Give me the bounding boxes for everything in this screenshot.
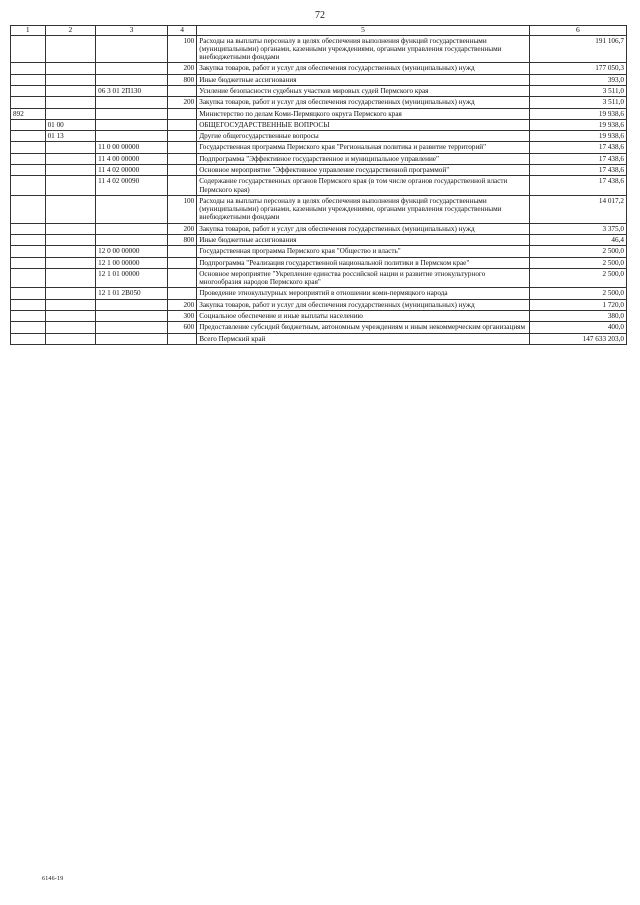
table-row — [11, 35, 627, 63]
table-row — [11, 153, 627, 164]
expense-type-cell: 200 — [167, 299, 196, 310]
amount-cell: 19 938,6 — [529, 131, 626, 142]
chapter-code-cell — [45, 246, 96, 257]
description-cell: Иные бюджетные ассигнования — [197, 234, 530, 245]
table-row — [11, 63, 627, 74]
section-code-cell — [11, 257, 46, 268]
description-cell: Иные бюджетные ассигнования — [197, 74, 530, 85]
expense-type-cell — [167, 288, 196, 299]
chapter-code-cell — [45, 74, 96, 85]
amount-cell: 3 511,0 — [529, 86, 626, 97]
amount-cell: 3 511,0 — [529, 97, 626, 108]
description-cell: Расходы на выплаты персоналу в целях обеспечения выполнения функций государственными (муниципальными) органами, казенными учреждениями, органами управления государственными внебюджетными фондами — [197, 195, 530, 223]
expense-type-cell — [167, 86, 196, 97]
section-code-cell — [11, 268, 46, 288]
target-article-cell: 12 0 00 00000 — [96, 246, 168, 257]
description-cell: Основное мероприятие "Укрепление единства российской нации и развитие этнокультурного многообразия народов Пермского края" — [197, 268, 530, 288]
header-cell: 1 — [11, 26, 46, 36]
description-cell: Закупка товаров, работ и услуг для обеспечения государственных (муниципальных) нужд — [197, 97, 530, 108]
chapter-code-cell — [45, 165, 96, 176]
table-row — [11, 288, 627, 299]
amount-cell: 2 500,0 — [529, 246, 626, 257]
expense-type-cell — [167, 268, 196, 288]
table-row — [11, 310, 627, 321]
target-article-cell — [96, 333, 168, 344]
amount-cell: 17 438,6 — [529, 142, 626, 153]
description-cell: Другие общегосударственные вопросы — [197, 131, 530, 142]
amount-cell: 19 938,6 — [529, 108, 626, 119]
description-cell: Расходы на выплаты персоналу в целях обеспечения выполнения функций государственными (муниципальными) органами, казенными учреждениями, органами управления государственными внебюджетными фондами — [197, 35, 530, 63]
amount-cell: 3 375,0 — [529, 223, 626, 234]
table-row — [11, 195, 627, 223]
target-article-cell — [96, 299, 168, 310]
description-cell: Подпрограмма "Эффективное государственное и муниципальное управление" — [197, 153, 530, 164]
amount-cell: 1 720,0 — [529, 299, 626, 310]
expense-type-cell — [167, 257, 196, 268]
section-code-cell — [11, 142, 46, 153]
expense-type-cell: 200 — [167, 97, 196, 108]
amount-cell: 400,0 — [529, 322, 626, 333]
amount-cell: 2 500,0 — [529, 268, 626, 288]
description-cell: ОБЩЕГОСУДАРСТВЕННЫЕ ВОПРОСЫ — [197, 119, 530, 130]
section-code-cell — [11, 63, 46, 74]
description-cell: Предоставление субсидий бюджетным, автономным учреждениям и иным некоммерческим организациям — [197, 322, 530, 333]
table-body — [11, 35, 627, 344]
table-row — [11, 333, 627, 344]
page-number: 72 — [315, 10, 325, 21]
amount-cell: 14 017,2 — [529, 195, 626, 223]
table-header — [11, 26, 627, 36]
section-code-cell — [11, 153, 46, 164]
expense-type-cell — [167, 142, 196, 153]
chapter-code-cell — [45, 142, 96, 153]
chapter-code-cell — [45, 195, 96, 223]
target-article-cell — [96, 223, 168, 234]
table-row — [11, 246, 627, 257]
target-article-cell: 12 1 01 2В050 — [96, 288, 168, 299]
section-code-cell — [11, 234, 46, 245]
table-row — [11, 108, 627, 119]
section-code-cell — [11, 97, 46, 108]
table-row — [11, 322, 627, 333]
target-article-cell: 11 4 00 00000 — [96, 153, 168, 164]
chapter-code-cell — [45, 234, 96, 245]
chapter-code-cell — [45, 176, 96, 196]
chapter-code-cell — [45, 322, 96, 333]
chapter-code-cell — [45, 108, 96, 119]
section-code-cell — [11, 288, 46, 299]
description-cell: Социальное обеспечение и иные выплаты населению — [197, 310, 530, 321]
amount-cell: 2 500,0 — [529, 288, 626, 299]
target-article-cell — [96, 234, 168, 245]
table-row — [11, 142, 627, 153]
expense-type-cell — [167, 165, 196, 176]
amount-cell: 17 438,6 — [529, 176, 626, 196]
chapter-code-cell — [45, 288, 96, 299]
target-article-cell — [96, 195, 168, 223]
expense-type-cell — [167, 333, 196, 344]
section-code-cell — [11, 246, 46, 257]
expense-type-cell: 300 — [167, 310, 196, 321]
target-article-cell: 06 3 01 2П130 — [96, 86, 168, 97]
expense-type-cell — [167, 131, 196, 142]
description-cell: Проведение этнокультурных мероприятий в отношении коми-пермяцкого народа — [197, 288, 530, 299]
expense-type-cell: 600 — [167, 322, 196, 333]
header-cell: 2 — [45, 26, 96, 36]
section-code-cell — [11, 299, 46, 310]
chapter-code-cell — [45, 86, 96, 97]
target-article-cell: 12 1 01 00000 — [96, 268, 168, 288]
chapter-code-cell — [45, 153, 96, 164]
chapter-code-cell — [45, 310, 96, 321]
section-code-cell — [11, 35, 46, 63]
amount-cell: 393,0 — [529, 74, 626, 85]
expense-type-cell — [167, 153, 196, 164]
expense-type-cell: 100 — [167, 35, 196, 63]
target-article-cell — [96, 97, 168, 108]
target-article-cell — [96, 35, 168, 63]
header-cell: 3 — [96, 26, 168, 36]
table-row — [11, 97, 627, 108]
header-row — [11, 26, 627, 36]
expense-type-cell — [167, 119, 196, 130]
table-row — [11, 299, 627, 310]
header-cell: 5 — [197, 26, 530, 36]
section-code-cell — [11, 310, 46, 321]
section-code-cell — [11, 195, 46, 223]
table-row — [11, 223, 627, 234]
amount-cell: 177 050,3 — [529, 63, 626, 74]
budget-table — [10, 25, 627, 345]
chapter-code-cell — [45, 223, 96, 234]
section-code-cell — [11, 165, 46, 176]
table-row — [11, 74, 627, 85]
chapter-code-cell — [45, 333, 96, 344]
description-cell: Подпрограмма "Реализация государственной национальной политики в Пермском крае" — [197, 257, 530, 268]
section-code-cell — [11, 223, 46, 234]
section-code-cell — [11, 119, 46, 130]
chapter-code-cell — [45, 268, 96, 288]
description-cell: Государственная программа Пермского края "Региональная политика и развитие территорий" — [197, 142, 530, 153]
footer-code: 6146-19 — [42, 876, 64, 882]
table-row — [11, 131, 627, 142]
chapter-code-cell — [45, 257, 96, 268]
description-cell: Закупка товаров, работ и услуг для обеспечения государственных (муниципальных) нужд — [197, 299, 530, 310]
section-code-cell — [11, 74, 46, 85]
target-article-cell — [96, 119, 168, 130]
expense-type-cell: 200 — [167, 223, 196, 234]
target-article-cell — [96, 63, 168, 74]
description-cell: Содержание государственных органов Пермского края (в том числе органов государственной власти Пермского края) — [197, 176, 530, 196]
header-cell: 4 — [167, 26, 196, 36]
section-code-cell — [11, 322, 46, 333]
table-row — [11, 86, 627, 97]
target-article-cell: 11 0 00 00000 — [96, 142, 168, 153]
description-cell: Государственная программа Пермского края "Общество и власть" — [197, 246, 530, 257]
description-cell: Всего Пермский край — [197, 333, 530, 344]
target-article-cell: 11 4 02 00000 — [96, 165, 168, 176]
section-code-cell: 892 — [11, 108, 46, 119]
expense-type-cell — [167, 176, 196, 196]
amount-cell: 17 438,6 — [529, 153, 626, 164]
target-article-cell — [96, 74, 168, 85]
table-row — [11, 257, 627, 268]
target-article-cell — [96, 310, 168, 321]
chapter-code-cell: 01 00 — [45, 119, 96, 130]
description-cell: Основное мероприятие "Эффективное управление государственной программой" — [197, 165, 530, 176]
target-article-cell — [96, 108, 168, 119]
header-cell: 6 — [529, 26, 626, 36]
amount-cell: 191 106,7 — [529, 35, 626, 63]
description-cell: Усиление безопасности судебных участков мировых судей Пермского края — [197, 86, 530, 97]
section-code-cell — [11, 131, 46, 142]
section-code-cell — [11, 176, 46, 196]
target-article-cell: 11 4 02 00090 — [96, 176, 168, 196]
table-row — [11, 165, 627, 176]
chapter-code-cell — [45, 299, 96, 310]
expense-type-cell — [167, 246, 196, 257]
table-row — [11, 234, 627, 245]
expense-type-cell — [167, 108, 196, 119]
chapter-code-cell — [45, 97, 96, 108]
amount-cell: 17 438,6 — [529, 165, 626, 176]
table-row — [11, 268, 627, 288]
expense-type-cell: 800 — [167, 234, 196, 245]
chapter-code-cell — [45, 63, 96, 74]
expense-type-cell: 800 — [167, 74, 196, 85]
target-article-cell — [96, 322, 168, 333]
chapter-code-cell: 01 13 — [45, 131, 96, 142]
description-cell: Министерство по делам Коми-Пермяцкого округа Пермского края — [197, 108, 530, 119]
chapter-code-cell — [45, 35, 96, 63]
table-row — [11, 176, 627, 196]
amount-cell: 147 633 203,0 — [529, 333, 626, 344]
description-cell: Закупка товаров, работ и услуг для обеспечения государственных (муниципальных) нужд — [197, 63, 530, 74]
target-article-cell: 12 1 00 00000 — [96, 257, 168, 268]
target-article-cell — [96, 131, 168, 142]
expense-type-cell: 100 — [167, 195, 196, 223]
amount-cell: 380,0 — [529, 310, 626, 321]
amount-cell: 2 500,0 — [529, 257, 626, 268]
expense-type-cell: 200 — [167, 63, 196, 74]
section-code-cell — [11, 333, 46, 344]
amount-cell: 19 938,6 — [529, 119, 626, 130]
amount-cell: 46,4 — [529, 234, 626, 245]
table-row — [11, 119, 627, 130]
section-code-cell — [11, 86, 46, 97]
description-cell: Закупка товаров, работ и услуг для обеспечения государственных (муниципальных) нужд — [197, 223, 530, 234]
